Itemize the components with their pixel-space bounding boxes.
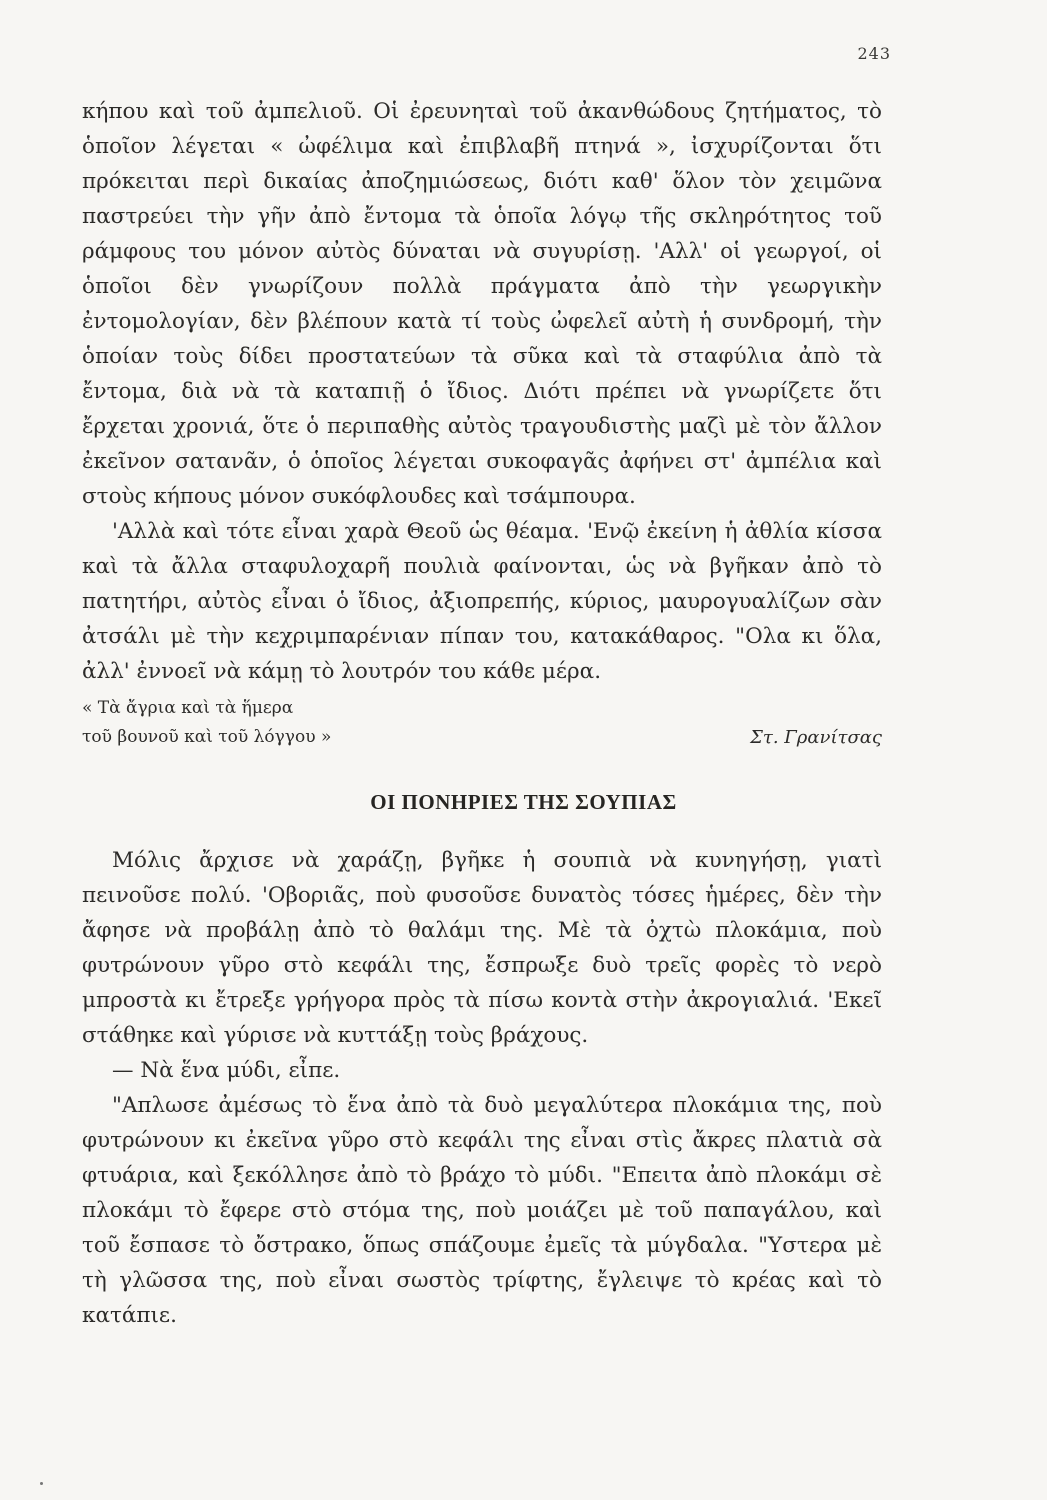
source-citation — [82, 694, 882, 752]
essay-paragraph-2: 'Αλλὰ καὶ τότε εἶναι χαρὰ Θεοῦ ὡς θέαμα. 'Ενῷ ἐκείνη ἡ ἀθλία κίσσα καὶ τὰ ἄλλα σταφυλοχαρῆ πουλιὰ φαίνονται, ὡς νὰ βγῆκαν ἀπὸ τὸ πατητήρι, αὐτὸς εἶναι ὁ ἴδιος, ἀξιοπρεπής, κύριος, μαυρογυαλίζων σὰν ἀτσάλι μὲ τὴν κεχριμπαρένιαν πίπαν του, κατακάθαρος. "Ολα κι ὅλα, ἀλλ' ἐννοεῖ νὰ κάμῃ τὸ λουτρόν του κάθε μέρα. — [82, 519, 882, 684]
citation-title-line-2: τοῦ βουνοῦ καὶ τοῦ λόγγου » — [82, 727, 332, 747]
story-text — [82, 843, 882, 1333]
section-heading: ΟΙ ΠΟΝΗΡΙΕΣ ΤΗΣ ΣΟΥΠΙΑΣ — [370, 790, 677, 814]
story-paragraph-1: Μόλις ἄρχισε νὰ χαράζῃ, βγῆκε ἡ σουπιὰ νὰ κυνηγήσῃ, γιατὶ πεινοῦσε πολύ. 'Οβοριᾶς, ποὺ φυσοῦσε δυνατὸς τόσες ἡμέρες, δὲν τὴν ἄφησε νὰ προβάλῃ ἀπὸ τὸ θαλάμι της. Μὲ τὰ ὀχτὼ πλοκάμια, ποὺ φυτρώνουν γῦρο στὸ κεφάλι της, ἔσπρωξε δυὸ τρεῖς φορὲς τὸ νερὸ μπροστὰ κι ἔτρεξε γρήγορα πρὸς τὰ πίσω κοντὰ στὴν ἀκρογιαλιά. 'Εκεῖ στάθηκε καὶ γύρισε νὰ κυττάξῃ τοὺς βράχους. — [82, 848, 882, 1048]
story-dialogue-line: — Νὰ ἕνα μύδι, εἶπε. — [112, 1058, 341, 1083]
essay-paragraph-1: κήπου καὶ τοῦ ἀμπελιοῦ. Οἱ ἐρευνηταὶ τοῦ ἀκανθώδους ζητήματος, τὸ ὁποῖον λέγεται « ὠφέλιμα καὶ ἐπιβλαβῆ πτηνά », ἰσχυρίζονται ὅτι πρόκειται περὶ δικαίας ἀποζημιώσεως, διότι καθ' ὅλον τὸν χειμῶνα παστρεύει τὴν γῆν ἀπὸ ἔντομα τὰ ὁποῖα λόγῳ τῆς σκληρότητος τοῦ ράμφους του μόνον αὐτὸς δύναται νὰ συγυρίσῃ. 'Αλλ' οἱ γεωργοί, οἱ ὁποῖοι δὲν γνωρίζουν πολλὰ πράγματα ἀπὸ τὴν γεωργικὴν ἐντομολογίαν, δὲν βλέπουν κατὰ τί τοὺς ὠφελεῖ αὐτὴ ἡ συνδρομή, τὴν ὁποίαν τοὺς δίδει προστατεύων τὰ σῦκα καὶ τὰ σταφύλια ἀπὸ τὰ ἔντομα, διὰ νὰ τὰ καταπιῇ ὁ ἴδιος. Διότι πρέπει νὰ γνωρίζετε ὅτι ἔρχεται χρονιά, ὅτε ὁ περιπαθὴς αὐτὸς τραγουδιστὴς μαζὶ μὲ τὸν ἄλλον ἐκεῖνον σατανᾶν, ὁ ὁποῖος λέγεται συκοφαγᾶς ἀφήνει στ' ἀμπέλια καὶ στοὺς κήπους μόνον συκόφλουδες καὶ τσάμπουρα. — [82, 99, 882, 509]
author-signature: Στ. Γρανίτσας — [750, 727, 882, 748]
paper-speck — [40, 1482, 43, 1485]
citation-title-line-1: « Τὰ ἄγρια καὶ τὰ ἥμερα — [82, 698, 294, 718]
page-number: 243 — [857, 44, 891, 63]
essay-ending-text — [82, 94, 882, 689]
story-paragraph-2: "Απλωσε ἀμέσως τὸ ἕνα ἀπὸ τὰ δυὸ μεγαλύτερα πλοκάμια της, ποὺ φυτρώνουν κι ἐκεῖνα γῦρο στὸ κεφάλι της εἶναι στὶς ἄκρες πλατιὰ σὰ φτυάρια, καὶ ξεκόλλησε ἀπὸ τὸ βράχο τὸ μύδι. "Επειτα ἀπὸ πλοκάμι σὲ πλοκάμι τὸ ἔφερε στὸ στόμα της, ποὺ μοιάζει μὲ τοῦ παπαγάλου, καὶ τοῦ ἔσπασε τὸ ὄστρακο, ὅπως σπάζουμε ἐμεῖς τὰ μύγδαλα. "Υστερα μὲ τὴ γλῶσσα της, ποὺ εἶναι σωστὸς τρίφτης, ἔγλειψε τὸ κρέας καὶ τὸ κατάπιε. — [82, 1093, 882, 1328]
